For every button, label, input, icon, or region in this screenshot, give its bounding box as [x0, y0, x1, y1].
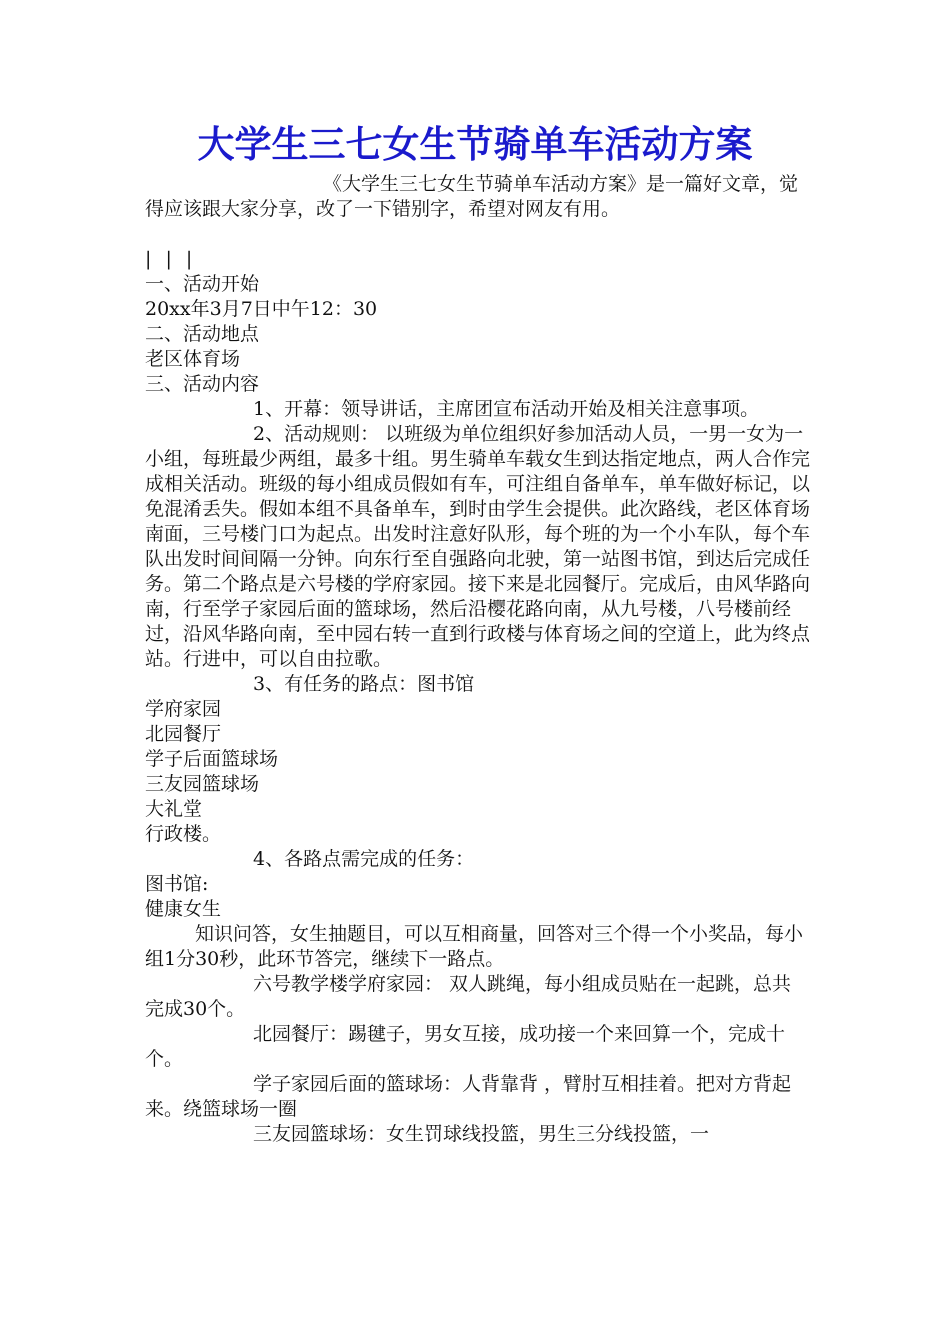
item-opening: 1、开幕：领导讲话，主席团宣布活动开始及相关注意事项。 [253, 398, 760, 420]
item-tasks: 4、各路点需完成的任务： [253, 848, 475, 870]
spacer [145, 222, 810, 247]
item-rules: 2、活动规则： 以班级为单位组织好参加活动人员，一男一女为一小组，每班最少两组，最多十组。男生骑单车载女生到达指定地点，两人合作完成相关活动。班级的每小组成员假如有车，可注组自备单车，单车做好标记，以免混淆丢失。假如本组不具备单车，到时由学生会提供。此次路线，老区体育场南面，三号楼门口为起点。出发时注意好队形，每个班的为一个小车队，每个车队出发时间间隔一分钟。向东行至自强路向北驶，第一站图书馆，到达后完成任务。第二个路点是六号楼的学府家园。接下来是北园餐厅。完成后，由风华路向南，行至学子家园后面的篮球场，然后沿樱花路向南，从九号楼，八号楼前经过，沿风华路向南，至中园右转一直到行政楼与体育场之间的空道上，此为终点站。行进中，可以自由拉歌。 [145, 423, 811, 670]
waypoint-item: 大礼堂 [145, 798, 203, 820]
waypoint-item: 学府家园 [145, 698, 222, 720]
task-canteen: 北园餐厅：踢毽子，男女互接，成功接一个来回算一个，完成十个。 [145, 1023, 786, 1070]
task-court: 学子家园后面的篮球场：人背靠背 ，臂肘互相挂着。把对方背起来。绕篮球场一圈 [145, 1073, 792, 1120]
section-heading-time: 一、活动开始 [145, 273, 260, 295]
document-title: 大学生三七女生节骑单车活动方案 [197, 123, 753, 166]
task-sanyou: 三友园篮球场：女生罚球线投篮，男生三分线投篮，一 [253, 1123, 710, 1145]
section-heading-location: 二、活动地点 [145, 323, 260, 345]
waypoint-item: 三友园篮球场 [145, 773, 260, 795]
section-body-location: 老区体育场 [145, 348, 241, 370]
task-library-body: 知识问答，女生抽题目，可以互相商量，回答对三个得一个小奖品，每小组1分30秒，此环节答完，继续下一路点。 [145, 923, 804, 970]
task-library-sub: 健康女生 [145, 898, 222, 920]
section-body-time: 20xx年3月7日中午12：30 [145, 298, 378, 320]
document-body [145, 172, 810, 1147]
task-xuefu: 六号教学楼学府家园： 双人跳绳，每小组成员贴在一起跳，总共完成30个。 [145, 973, 792, 1020]
intro-paragraph: 《大学生三七女生节骑单车活动方案》是一篇好文章，觉得应该跟大家分享，改了一下错别字，希望对网友有用。 [145, 173, 799, 220]
waypoint-item: 学子后面篮球场 [145, 748, 279, 770]
item-waypoints: 3、有任务的路点：图书馆 [253, 673, 475, 695]
separator-line: | | | [145, 248, 197, 270]
waypoint-item: 行政楼。 [145, 823, 222, 845]
task-library-label: 图书馆: [145, 873, 209, 895]
waypoint-item: 北园餐厅 [145, 723, 222, 745]
section-heading-content: 三、活动内容 [145, 373, 260, 395]
